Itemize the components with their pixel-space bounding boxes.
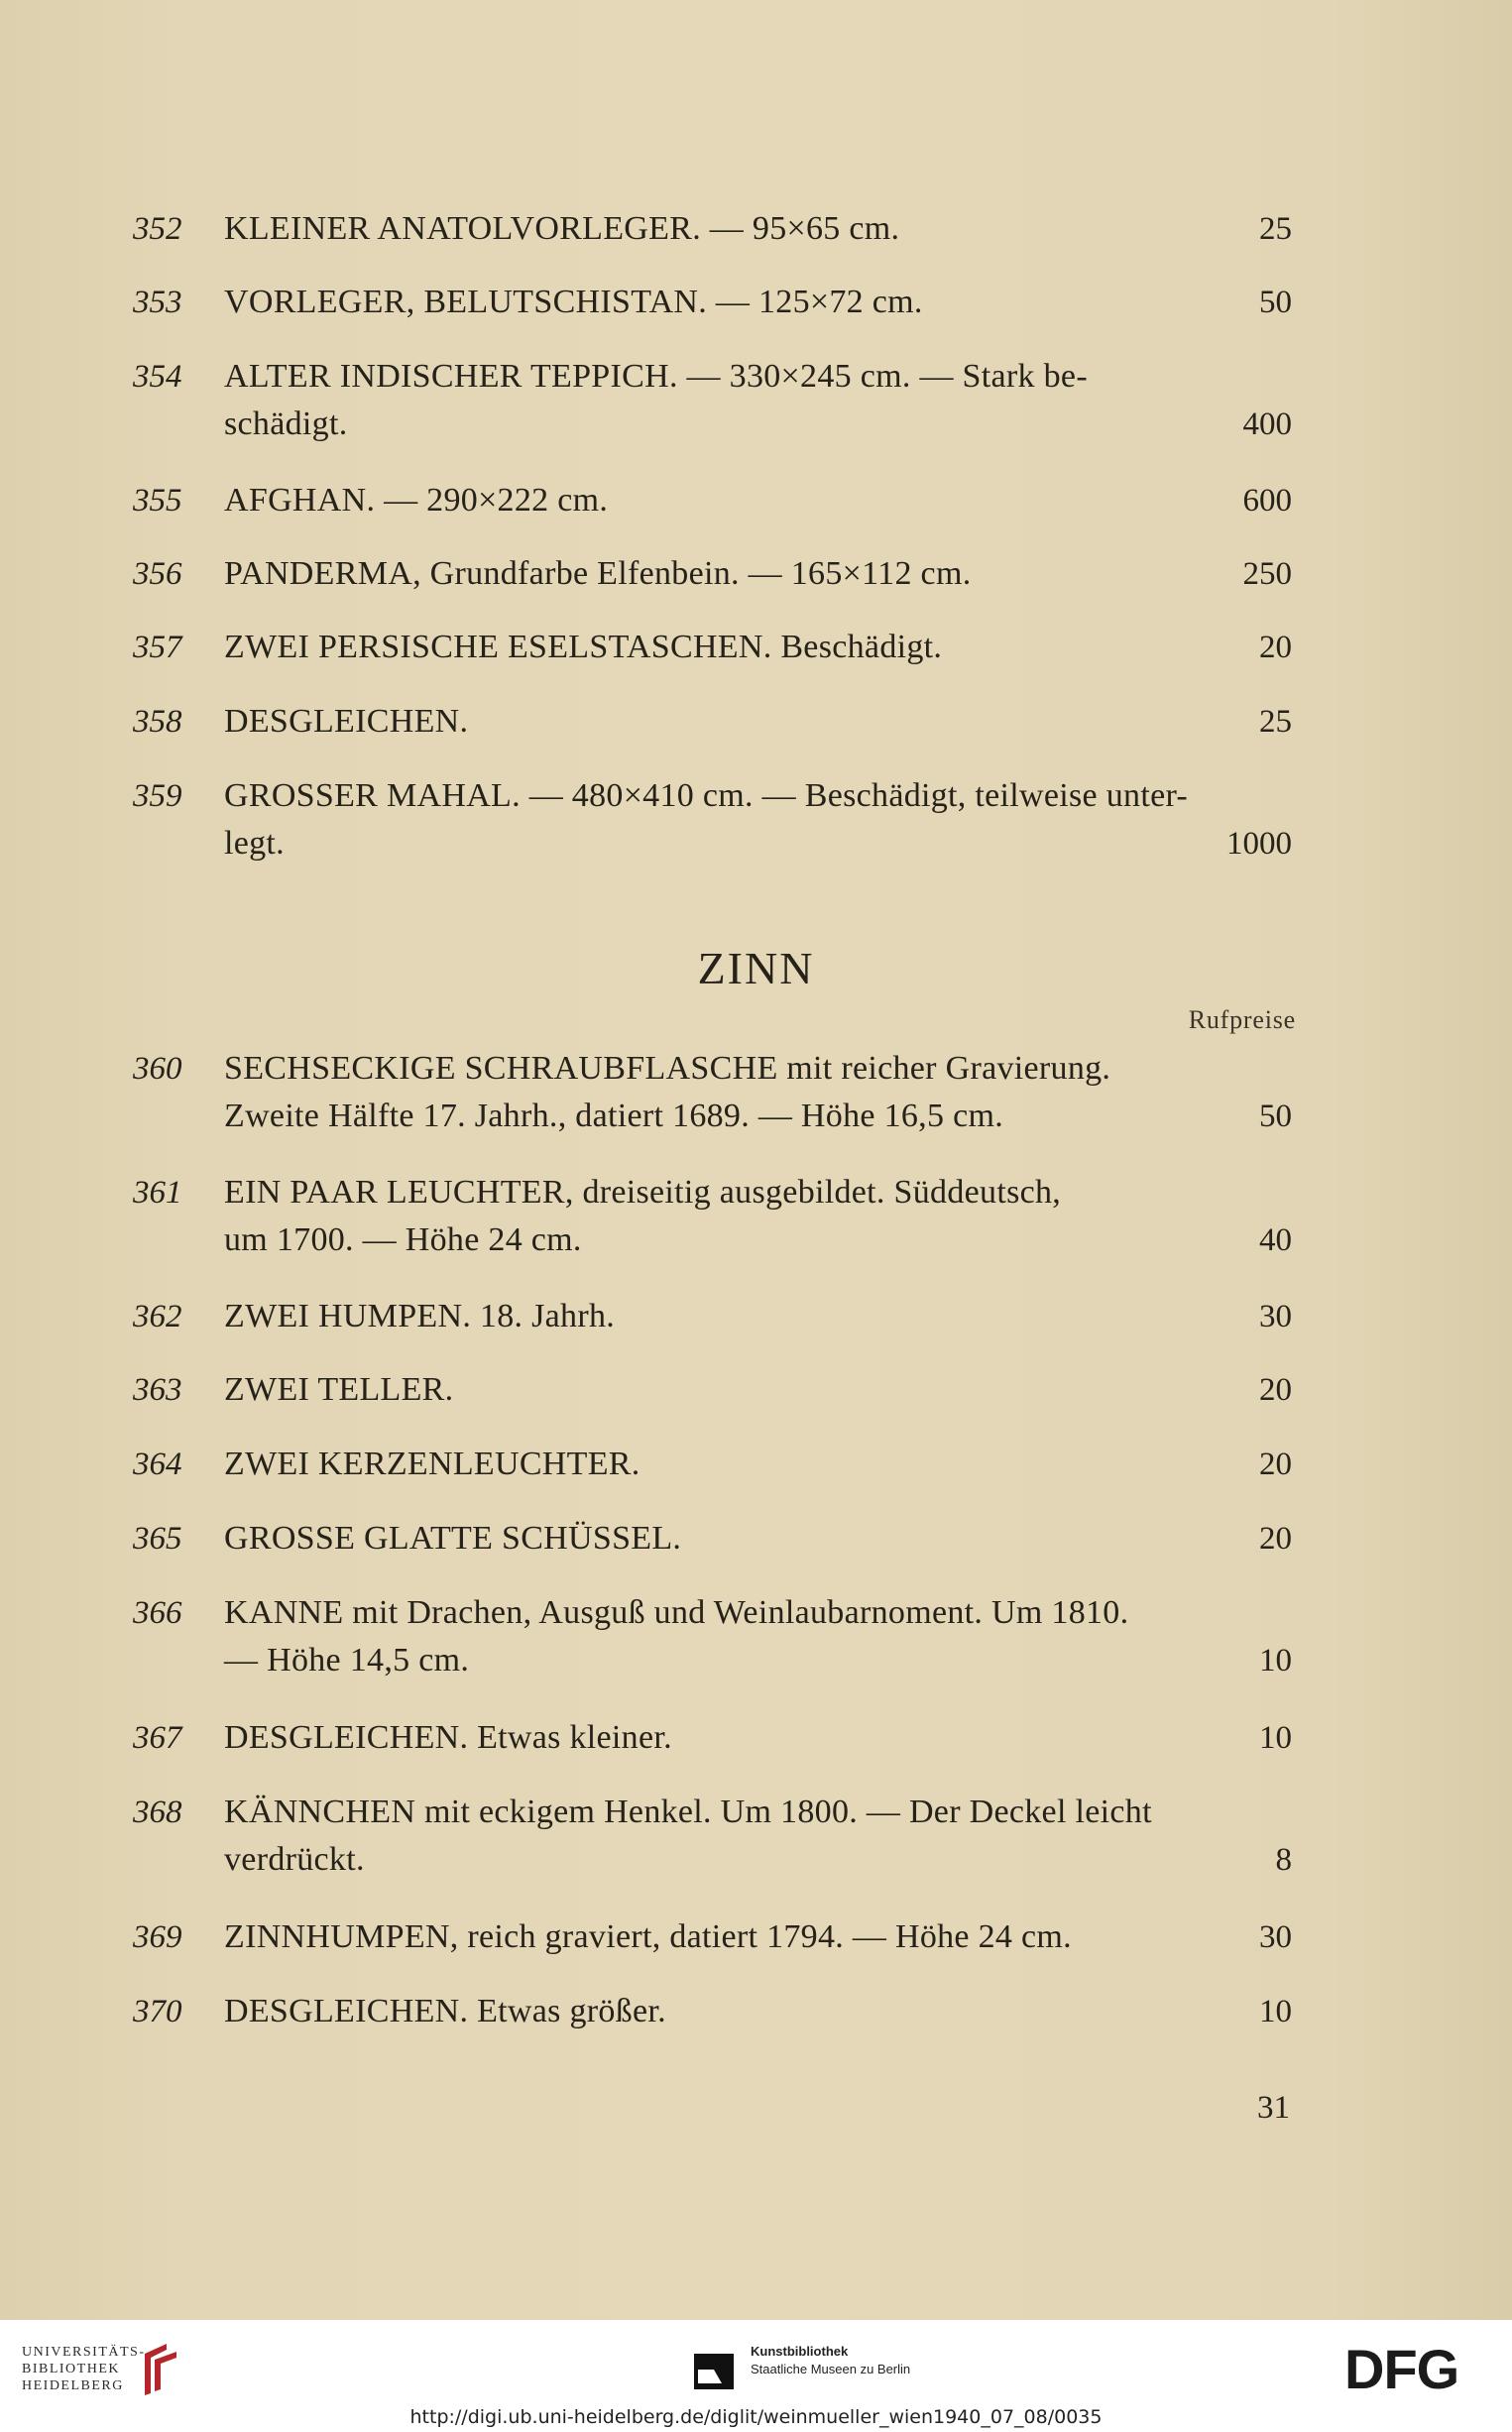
lot-description-cont: um 1700. — Höhe 24 cm.: [224, 1221, 582, 1258]
lot-description-cont: verdrückt.: [224, 1841, 365, 1878]
lot-price: 250: [1242, 556, 1292, 592]
lot-price: 20: [1259, 1372, 1292, 1408]
lot-description-cont: Zweite Hälfte 17. Jahrh., datiert 1689. — Höhe 16,5 cm.: [224, 1098, 1004, 1134]
lot-price: 1000: [1226, 826, 1292, 862]
lot-description-cont: — Höhe 14,5 cm.: [224, 1642, 470, 1679]
ub-line: HEIDELBERG: [22, 2378, 124, 2393]
section-title: ZINN: [697, 943, 815, 993]
lot-price: 8: [1275, 1842, 1292, 1878]
lot-description: ZINNHUMPEN, reich graviert, datiert 1794. — Höhe 24 cm.: [224, 1918, 1072, 1955]
kunstbibliothek-subtitle: Staatliche Museen zu Berlin: [751, 2362, 911, 2376]
page-number: 31: [1257, 2090, 1290, 2126]
lot-description: ZWEI TELLER.: [224, 1371, 454, 1408]
lot-price: 600: [1242, 483, 1292, 519]
price-column-header: Rufpreise: [1188, 1005, 1296, 1034]
lot-description: ALTER INDISCHER TEPPICH. — 330×245 cm. — Stark be-: [224, 358, 1088, 395]
lot-description: AFGHAN. — 290×222 cm.: [224, 482, 609, 519]
lot-description-cont: schädigt.: [224, 405, 348, 442]
source-url[interactable]: http://digi.ub.uni-heidelberg.de/diglit/weinmueller_wien1940_07_08/0035: [409, 2406, 1103, 2428]
lot-number: 369: [133, 1919, 182, 1955]
lot-price: 50: [1259, 1099, 1292, 1134]
lot-number: 356: [133, 556, 182, 592]
lot-price: 10: [1259, 1643, 1292, 1679]
lot-description: EIN PAAR LEUCHTER, dreiseitig ausgebildet. Süddeutsch,: [224, 1174, 1062, 1211]
ub-line: BIBLIOTHEK: [22, 2362, 120, 2376]
lot-description: KÄNNCHEN mit eckigem Henkel. Um 1800. — Der Deckel leicht: [224, 1794, 1152, 1830]
lot-price: 25: [1259, 211, 1292, 247]
ub-heidelberg-label: [22, 2344, 146, 2394]
lot-number: 353: [133, 285, 182, 320]
lot-description: DESGLEICHEN. Etwas größer.: [224, 1993, 666, 2029]
lot-price: 50: [1259, 285, 1292, 320]
lot-number: 359: [133, 778, 182, 814]
lot-description: ZWEI KERZENLEUCHTER.: [224, 1446, 640, 1482]
lot-price: 25: [1259, 704, 1292, 740]
lot-description: KANNE mit Drachen, Ausguß und Weinlaubarnoment. Um 1810.: [224, 1594, 1129, 1631]
lot-number: 362: [133, 1299, 182, 1334]
lot-description: KLEINER ANATOLVORLEGER. — 95×65 cm.: [224, 210, 900, 247]
lot-price: 30: [1259, 1299, 1292, 1334]
lot-number: 354: [133, 359, 182, 395]
lot-description-cont: legt.: [224, 825, 285, 862]
lot-price: 400: [1242, 406, 1292, 442]
ub-heidelberg-logo-icon: [137, 2340, 184, 2399]
lot-price: 10: [1259, 1720, 1292, 1756]
lot-description: DESGLEICHEN.: [224, 703, 469, 740]
lot-description: GROSSER MAHAL. — 480×410 cm. — Beschädigt, teilweise unter-: [224, 777, 1189, 814]
kunstbibliothek-logo-icon: [692, 2344, 740, 2391]
lot-number: 363: [133, 1372, 182, 1408]
lot-number: 357: [133, 630, 182, 665]
lot-description: ZWEI PERSISCHE ESELSTASCHEN. Beschädigt.: [224, 629, 943, 665]
lot-number: 364: [133, 1447, 182, 1482]
dfg-logo: DFG: [1344, 2338, 1459, 2400]
lot-number: 352: [133, 211, 182, 247]
lot-number: 367: [133, 1720, 182, 1756]
lot-price: 40: [1259, 1222, 1292, 1258]
lot-description: VORLEGER, BELUTSCHISTAN. — 125×72 cm.: [224, 284, 923, 320]
lot-price: 10: [1259, 1994, 1292, 2029]
lot-price: 30: [1259, 1919, 1292, 1955]
lot-description: PANDERMA, Grundfarbe Elfenbein. — 165×112 cm.: [224, 555, 972, 592]
lot-number: 370: [133, 1994, 182, 2029]
lot-description: DESGLEICHEN. Etwas kleiner.: [224, 1719, 672, 1756]
lot-number: 355: [133, 483, 182, 519]
lot-number: 366: [133, 1595, 182, 1631]
lot-price: 20: [1259, 1521, 1292, 1557]
lot-description: GROSSE GLATTE SCHÜSSEL.: [224, 1520, 682, 1557]
lot-number: 361: [133, 1175, 182, 1211]
digitization-footer: [0, 2320, 1512, 2432]
lot-number: 368: [133, 1795, 182, 1830]
lot-number: 358: [133, 704, 182, 740]
lot-description: SECHSECKIGE SCHRAUBFLASCHE mit reicher Gravierung.: [224, 1050, 1111, 1087]
lot-description: ZWEI HUMPEN. 18. Jahrh.: [224, 1298, 616, 1334]
lot-number: 365: [133, 1521, 182, 1557]
lot-price: 20: [1259, 1447, 1292, 1482]
lot-number: 360: [133, 1051, 182, 1087]
kunstbibliothek-name: Kunstbibliothek: [751, 2344, 849, 2359]
lot-price: 20: [1259, 630, 1292, 665]
ub-line: UNIVERSITÄTS-: [22, 2345, 146, 2360]
